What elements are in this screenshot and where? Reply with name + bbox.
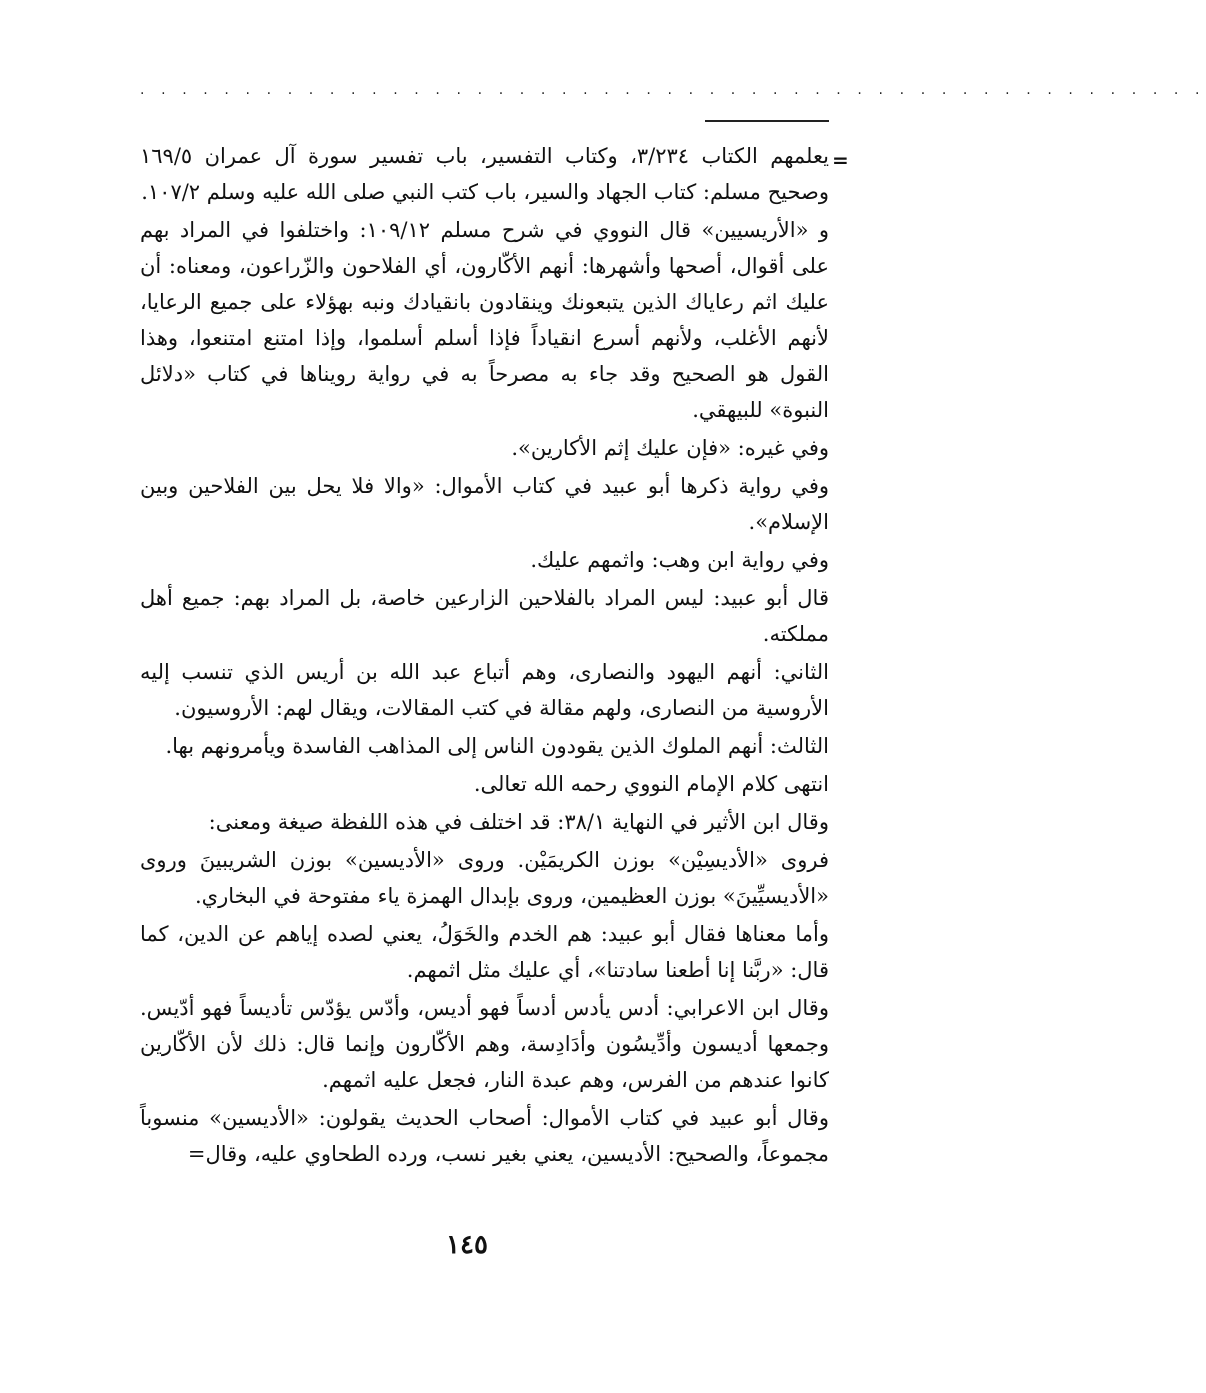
paragraph: فروى «الأديسِيْن» بوزن الكريمَيْن. وروى «الأديسين» بوزن الشريبينَ وروى «الأديسيِّينَ» بوزن العظيمين، وروى بإبدال الهمزة ياء مفتوحة في البخاري. bbox=[140, 848, 829, 908]
footnote-separator-rule bbox=[705, 120, 829, 122]
paragraph: وقال ابن الاعرابي: أدس يأدس أدساً فهو أديس، وأدّس يؤدّس تأديساً فهو أدّيس. وجمعها أديسون وأدِّيسُون وأدَادِسة، وهم الأكّارون وإنما قال: ذلك لأن الأكّارين كانوا عندهم من الفرس، وهم عبدة النار، فجعل عليه اثمهم. bbox=[140, 996, 829, 1092]
paragraph: قال أبو عبيد: ليس المراد بالفلاحين الزارعين خاصة، بل المراد بهم: جميع أهل مملكته. bbox=[140, 586, 829, 646]
paragraph: الثالث: أنهم الملوك الذين يقودون الناس إلى المذاهب الفاسدة ويأمرونهم بها. bbox=[165, 734, 829, 758]
paragraph: وقال ابن الأثير في النهاية ٣٨/١: قد اختلف في هذه اللفظة صيغة ومعنى: bbox=[208, 810, 829, 834]
paragraph: و «الأريسيين» قال النووي في شرح مسلم ١٠٩/١٢: واختلفوا في المراد بهم على أقوال، أصحها وأشهرها: أنهم الأكّارون، أي الفلاحون والزّراعون، ومعناه: أن عليك اثم رعاياك الذين يتبعونك وينقادون بانقيادك ونبه بهؤلاء على جميع الرعايا، لأنهم الأغلب، ولأنهم أسرع انقياداً فإذا أسلم أسلموا، وإذا امتنع امتنعوا، وهذا القول هو الصحيح وقد جاء به مصرحاً به في رواية رويناها في كتاب «دلائل النبوة» للبيهقي. bbox=[140, 218, 829, 422]
continuation-mark: = bbox=[832, 148, 849, 172]
paragraph: انتهى كلام الإمام النووي رحمه الله تعالى. bbox=[473, 772, 829, 796]
paragraph: يعلمهم الكتاب ٣/٢٣٤، وكتاب التفسير، باب تفسير سورة آل عمران ١٦٩/٥ وصحيح مسلم: كتاب الجهاد والسير، باب كتب النبي صلى الله عليه وسلم ١٠٧/٢. bbox=[140, 144, 829, 204]
footnote-body bbox=[140, 138, 829, 1174]
paragraph: الثاني: أنهم اليهود والنصارى، وهم أتباع عبد الله بن أريس الذي تنسب إليه الأروسية من النصارى، ولهم مقالة في كتب المقالات، ويقال لهم: الأروسيون. bbox=[140, 660, 829, 720]
paragraph: وأما معناها فقال أبو عبيد: هم الخدم والخَوَلُ، يعني لصده إياهم عن الدين، كما قال: «ربَّنا إنا أطعنا سادتنا»، أي عليك مثل اثمهم. bbox=[140, 922, 829, 982]
page-number: ١٤٥ bbox=[446, 1230, 488, 1260]
paragraph: وفي رواية ذكرها أبو عبيد في كتاب الأموال: «والا فلا يحل بين الفلاحين وبين الإسلام». bbox=[140, 474, 829, 534]
paragraph: وقال أبو عبيد في كتاب الأموال: أصحاب الحديث يقولون: «الأديسين» منسوباً مجموعاً، والصحيح: الأديسين، يعني بغير نسب، ورده الطحاوي عليه، وقال= bbox=[140, 1106, 829, 1166]
header-dotted-rule: . . . . . . . . . . . . . . . . . . . . . . . . . . . . . . . . . . . . . . . . . . . . . . . . . . . bbox=[140, 82, 1206, 98]
paragraph: وفي غيره: «فإن عليك إثم الأكارين». bbox=[511, 436, 829, 460]
paragraph: وفي رواية ابن وهب: واثمهم عليك. bbox=[530, 548, 829, 572]
